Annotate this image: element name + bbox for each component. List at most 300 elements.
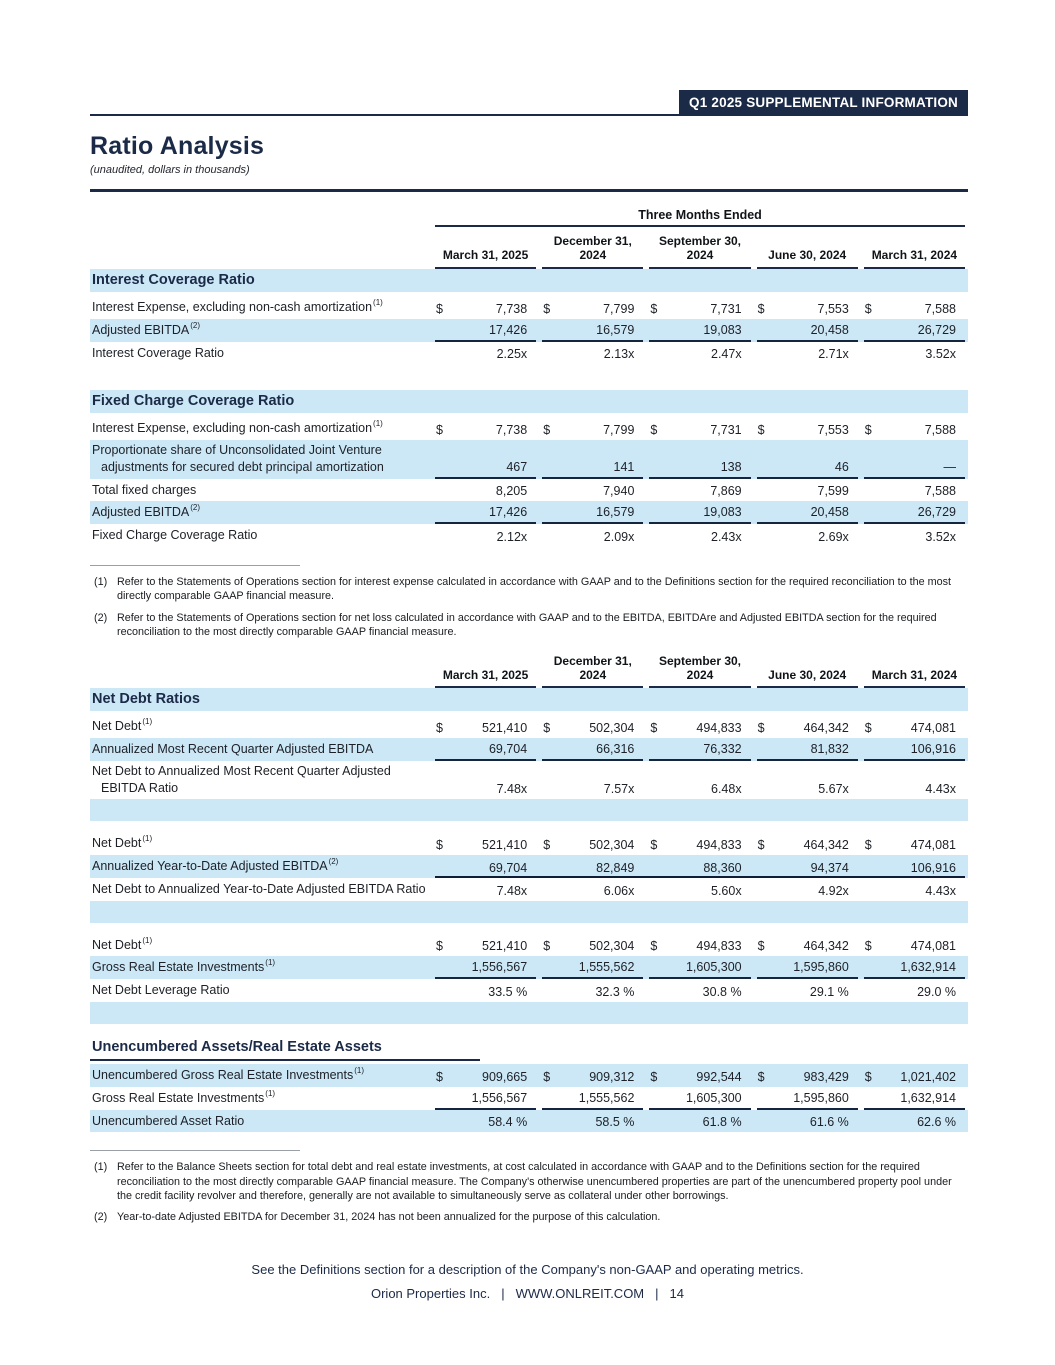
cell-value: 4.43x <box>925 883 956 898</box>
row-label <box>90 479 432 502</box>
table-cell <box>757 440 858 478</box>
table-cell <box>542 715 643 738</box>
column-header: September 30, 2024 <box>649 646 750 688</box>
table-cell <box>649 524 750 547</box>
cell-value: 7,738 <box>495 301 528 316</box>
currency-symbol: $ <box>757 423 765 438</box>
cell-value: 464,342 <box>803 721 849 736</box>
footer-company: Orion Properties Inc. <box>370 1286 491 1301</box>
footnote-number: (2) <box>94 611 108 624</box>
column-header: March 31, 2025 <box>435 646 536 688</box>
spacer-row <box>90 901 968 923</box>
row-label <box>90 1087 432 1110</box>
table-cell <box>435 979 536 1002</box>
table-row <box>90 479 968 502</box>
cell-value: 58.4 % <box>488 1115 528 1130</box>
row-label-text: Net Debt to Annualized Most Recent Quarter Adjusted EBITDA Ratio <box>92 763 391 795</box>
row-label <box>90 319 432 342</box>
cell-value: 17,426 <box>488 505 528 520</box>
footnote-ref: (1) <box>373 419 383 429</box>
cell-value: 29.1 % <box>809 984 849 999</box>
table-cell <box>542 1087 643 1110</box>
net-debt-ratio-table <box>90 646 968 1132</box>
cell-value: 1,556,567 <box>471 1090 528 1105</box>
currency-symbol: $ <box>436 301 443 316</box>
row-label-text: Interest Coverage Ratio <box>92 345 225 360</box>
column-header: June 30, 2024 <box>757 646 858 688</box>
table-cell <box>864 501 965 524</box>
table-cell <box>864 934 965 957</box>
cell-value: 7,799 <box>603 423 635 438</box>
table-cell <box>757 417 858 440</box>
currency-symbol: $ <box>650 423 658 438</box>
row-label-text: Proportionate share of Unconsolidated Joint Venture adjustments for secured debt principal amortization <box>92 443 384 474</box>
header-row <box>90 0 968 114</box>
currency-symbol: $ <box>436 838 443 853</box>
table-cell <box>649 878 750 901</box>
footnote-text: Year-to-date Adjusted EBITDA for December 31, 2024 has not been annualized for the purpose of this calculation. <box>117 1211 661 1224</box>
cell-value: 464,342 <box>803 838 849 853</box>
row-label-text: Fixed Charge Coverage Ratio <box>92 528 258 543</box>
column-header-row <box>90 227 968 269</box>
cell-value: 32.3 % <box>595 984 635 999</box>
cell-value: 502,304 <box>589 838 635 853</box>
cell-value: 1,632,914 <box>900 960 956 975</box>
cell-value: 1,595,860 <box>793 1090 849 1105</box>
cell-value: 992,544 <box>696 1069 742 1084</box>
table-row <box>90 501 968 524</box>
cell-value: 1,555,562 <box>578 1090 635 1105</box>
table-cell <box>649 296 750 319</box>
table-cell <box>757 1064 858 1087</box>
footnote-ref: (1) <box>142 834 153 844</box>
table-cell <box>542 319 643 342</box>
table-cell <box>864 761 965 799</box>
table-cell <box>649 342 750 365</box>
row-label <box>90 1110 432 1133</box>
cell-value: 474,081 <box>910 721 956 736</box>
table-section <box>90 269 968 364</box>
table-cell <box>435 1110 536 1133</box>
table-cell <box>864 832 965 855</box>
column-header: September 30, 2024 <box>649 227 750 269</box>
table-row <box>90 934 968 957</box>
cell-value: 8,205 <box>495 484 528 499</box>
cell-value: 16,579 <box>596 322 635 337</box>
currency-symbol: $ <box>864 721 872 736</box>
row-label-text: Net Debt <box>92 719 142 734</box>
currency-symbol: $ <box>543 838 551 853</box>
table-cell <box>435 832 536 855</box>
section-header: Net Debt Ratios <box>90 688 968 711</box>
cell-value: 33.5 % <box>488 984 528 999</box>
table-cell <box>435 296 536 319</box>
row-label <box>90 979 432 1002</box>
footer-url: WWW.ONLREIT.COM <box>515 1286 645 1301</box>
table-cell <box>757 715 858 738</box>
footnote-number: (1) <box>94 575 108 588</box>
table-cell <box>864 1064 965 1087</box>
cell-value: 494,833 <box>696 939 742 954</box>
column-header-row <box>90 646 968 688</box>
cell-value: 19,083 <box>703 322 742 337</box>
table-cell <box>435 715 536 738</box>
currency-symbol: $ <box>864 301 872 316</box>
footnotes-block-2 <box>90 1150 968 1224</box>
footnote-text: Refer to the Statements of Operations section for interest expense calculated in accordance with GAAP and to the Definitions section for the required reconciliation to the most directly comparable GAAP financial measure. <box>117 575 952 603</box>
footnote-ref: (2) <box>328 857 339 867</box>
currency-symbol: $ <box>436 1069 443 1084</box>
table-cell <box>649 319 750 342</box>
table-cell <box>649 440 750 478</box>
table-row <box>90 832 968 855</box>
table-cell <box>864 979 965 1002</box>
table-section <box>90 1037 968 1132</box>
cell-value: 7,731 <box>710 423 742 438</box>
cell-value: 141 <box>613 459 635 474</box>
row-label <box>90 855 432 878</box>
table-cell <box>864 319 965 342</box>
currency-symbol: $ <box>436 939 443 954</box>
cell-value: 502,304 <box>589 721 635 736</box>
table-cell <box>649 417 750 440</box>
table-cell <box>757 738 858 761</box>
footnote-number: (1) <box>94 1161 108 1174</box>
row-label-text: Adjusted EBITDA <box>92 505 190 520</box>
table-row <box>90 1087 968 1110</box>
row-label <box>90 761 432 799</box>
table-cell <box>542 440 643 478</box>
table-cell <box>649 501 750 524</box>
cell-value: 6.48x <box>711 782 742 797</box>
table-cell <box>864 1087 965 1110</box>
cell-value: 4.92x <box>818 883 849 898</box>
table-cell <box>757 761 858 799</box>
table-cell <box>542 979 643 1002</box>
cell-value: 46 <box>834 459 849 474</box>
cell-value: 983,429 <box>803 1069 849 1084</box>
table-row <box>90 761 968 799</box>
table-cell <box>542 855 643 878</box>
currency-symbol: $ <box>650 838 658 853</box>
cell-value: 2.71x <box>818 347 849 362</box>
footnote-ref: (2) <box>190 320 201 330</box>
currency-symbol: $ <box>757 721 765 736</box>
footnotes-block-1 <box>90 565 968 639</box>
cell-value: 1,595,860 <box>793 960 849 975</box>
footnote <box>90 1160 968 1203</box>
table-cell <box>542 417 643 440</box>
column-header: December 31, 2024 <box>542 646 643 688</box>
cell-value: 82,849 <box>596 860 635 875</box>
table-cell <box>864 524 965 547</box>
cell-value: 106,916 <box>910 741 956 756</box>
row-label <box>90 524 432 547</box>
table-row <box>90 417 968 440</box>
footnote-divider <box>90 1150 300 1151</box>
row-label <box>90 956 432 979</box>
footer-separator: | <box>501 1286 505 1301</box>
currency-symbol: $ <box>436 721 443 736</box>
row-label-text: Net Debt to Annualized Year-to-Date Adjusted EBITDA Ratio <box>92 882 426 896</box>
table-cell <box>864 855 965 878</box>
footnote <box>90 575 968 604</box>
cell-value: 1,556,567 <box>471 960 528 975</box>
table-cell <box>542 738 643 761</box>
report-banner: Q1 2025 SUPPLEMENTAL INFORMATION <box>679 90 968 114</box>
currency-symbol: $ <box>543 301 551 316</box>
table-cell <box>542 832 643 855</box>
table-row <box>90 296 968 319</box>
cell-value: 474,081 <box>910 939 956 954</box>
label-column-spacer <box>90 227 432 269</box>
table-cell <box>435 524 536 547</box>
row-label <box>90 440 432 478</box>
cell-value: 5.60x <box>711 883 742 898</box>
cell-value: 2.09x <box>603 529 635 544</box>
cell-value: 7,588 <box>924 484 956 499</box>
table-cell <box>435 342 536 365</box>
table-cell <box>542 1064 643 1087</box>
table-cell <box>542 934 643 957</box>
page-footer <box>0 1262 1055 1301</box>
row-label <box>90 417 432 440</box>
spanner-header: Three Months Ended <box>435 200 965 227</box>
currency-symbol: $ <box>543 721 551 736</box>
cell-value: 26,729 <box>917 505 956 520</box>
table-cell <box>864 417 965 440</box>
table-cell <box>864 878 965 901</box>
table-cell <box>542 501 643 524</box>
table-row <box>90 1110 968 1133</box>
cell-value: 7.48x <box>496 883 528 898</box>
row-label <box>90 342 432 365</box>
table-cell <box>864 956 965 979</box>
table-cell <box>649 479 750 502</box>
row-label <box>90 715 432 738</box>
cell-value: 2.13x <box>603 347 635 362</box>
column-header: March 31, 2025 <box>435 227 536 269</box>
table-cell <box>542 342 643 365</box>
currency-symbol: $ <box>864 1069 872 1084</box>
table-cell <box>757 501 858 524</box>
footer-note: See the Definitions section for a description of the Company's non-GAAP and operating metrics. <box>251 1262 804 1277</box>
table-cell <box>435 1064 536 1087</box>
table-cell <box>864 738 965 761</box>
cell-value: 5.67x <box>818 782 849 797</box>
row-label <box>90 832 432 855</box>
cell-value: 29.0 % <box>917 984 956 999</box>
table-row <box>90 524 968 547</box>
cell-value: 7,738 <box>495 423 528 438</box>
table-cell <box>435 738 536 761</box>
cell-value: 909,665 <box>482 1069 528 1084</box>
cell-value: 521,410 <box>482 721 528 736</box>
cell-value: — <box>943 459 956 474</box>
row-label-text: Adjusted EBITDA <box>92 322 190 337</box>
table-cell <box>542 761 643 799</box>
footnote <box>90 611 968 640</box>
cell-value: 6.06x <box>603 883 635 898</box>
cell-value: 7,599 <box>817 484 849 499</box>
cell-value: 464,342 <box>803 939 849 954</box>
header-rule <box>90 114 968 116</box>
row-label-text: Net Debt Leverage Ratio <box>92 983 230 998</box>
table-cell <box>757 979 858 1002</box>
table-cell <box>435 501 536 524</box>
cell-value: 909,312 <box>589 1069 635 1084</box>
footer-line <box>0 1286 1055 1301</box>
footnote-text: Refer to the Balance Sheets section for total debt and real estate investments, at cost calculated in accordance with GAAP and to the Definitions section for the required reconciliation to the most directly comparable GAAP financial measure. The Company's otherwise unencumbered properties are part of the unencumbered property pool under the credit facility revolver and therefore, generally are not available to simultaneously serve as collateral under other borrowings. <box>117 1161 952 1203</box>
footnote-ref: (2) <box>190 503 201 513</box>
footnote-ref: (1) <box>354 1065 365 1075</box>
currency-symbol: $ <box>543 423 551 438</box>
footnote <box>90 1210 968 1224</box>
table-cell <box>435 878 536 901</box>
table-cell <box>435 1087 536 1110</box>
spacer-row <box>90 799 968 821</box>
currency-symbol: $ <box>650 1069 658 1084</box>
row-label-text: Net Debt <box>92 937 142 952</box>
table-row <box>90 342 968 365</box>
row-label <box>90 501 432 524</box>
cell-value: 2.12x <box>496 529 528 544</box>
cell-value: 1,021,402 <box>900 1069 956 1084</box>
row-label-text: Total fixed charges <box>92 482 197 497</box>
cell-value: 16,579 <box>596 505 635 520</box>
footnote-ref: (1) <box>373 298 383 307</box>
cell-value: 1,605,300 <box>685 960 742 975</box>
currency-symbol: $ <box>757 838 765 853</box>
table-cell <box>864 296 965 319</box>
table-cell <box>649 934 750 957</box>
cell-value: 7,731 <box>710 301 742 316</box>
table-cell <box>864 1110 965 1133</box>
table-row <box>90 738 968 761</box>
column-header: December 31, 2024 <box>542 227 643 269</box>
section-header: Fixed Charge Coverage Ratio <box>90 390 968 413</box>
table-cell <box>757 878 858 901</box>
table-cell <box>757 319 858 342</box>
cell-value: 81,832 <box>810 741 849 756</box>
table-cell <box>435 440 536 478</box>
table-cell <box>757 832 858 855</box>
cell-value: 2.69x <box>818 529 849 544</box>
section-header: Unencumbered Assets/Real Estate Assets <box>90 1037 480 1061</box>
cell-value: 94,374 <box>810 860 849 875</box>
page-subtitle: (unaudited, dollars in thousands) <box>90 164 250 176</box>
table-cell <box>542 1110 643 1133</box>
cell-value: 467 <box>506 459 528 474</box>
row-label-text: Net Debt <box>92 836 142 851</box>
table-cell <box>435 319 536 342</box>
cell-value: 1,555,562 <box>578 960 635 975</box>
cell-value: 20,458 <box>810 505 849 520</box>
cell-value: 69,704 <box>488 860 528 875</box>
cell-value: 26,729 <box>917 322 956 337</box>
table-cell <box>542 878 643 901</box>
row-label-text: Annualized Year-to-Date Adjusted EBITDA <box>92 859 328 874</box>
table-row <box>90 956 968 979</box>
cell-value: 494,833 <box>696 838 742 853</box>
footnote-text: Refer to the Statements of Operations section for net loss calculated in accordance with GAAP and to the EBITDA, EBITDAre and Adjusted EBITDA section for the required reconciliation to the most directly comparable GAAP financial measure. <box>117 611 937 638</box>
cell-value: 2.43x <box>711 529 742 544</box>
column-header: March 31, 2024 <box>864 227 965 269</box>
row-label-text: Unencumbered Gross Real Estate Investments <box>92 1068 354 1083</box>
cell-value: 17,426 <box>488 322 528 337</box>
footnote-ref: (1) <box>265 1088 276 1098</box>
table-cell <box>649 761 750 799</box>
row-label-text: Annualized Most Recent Quarter Adjusted EBITDA <box>92 742 374 757</box>
table-cell <box>757 855 858 878</box>
table-row <box>90 715 968 738</box>
cell-value: 7,940 <box>603 484 635 499</box>
cell-value: 1,632,914 <box>900 1090 956 1105</box>
cell-value: 7,588 <box>924 423 956 438</box>
table-cell <box>757 934 858 957</box>
row-label-text: Gross Real Estate Investments <box>92 960 265 975</box>
table-cell <box>542 956 643 979</box>
table-cell <box>435 956 536 979</box>
column-header: June 30, 2024 <box>757 227 858 269</box>
table-cell <box>649 1064 750 1087</box>
table-cell <box>757 479 858 502</box>
table-cell <box>435 934 536 957</box>
table-cell <box>649 832 750 855</box>
currency-symbol: $ <box>650 301 658 316</box>
table-cell <box>542 296 643 319</box>
coverage-ratio-table <box>90 200 968 547</box>
table-cell <box>649 715 750 738</box>
table-cell <box>757 296 858 319</box>
cell-value: 61.6 % <box>809 1115 849 1130</box>
cell-value: 58.5 % <box>595 1115 635 1130</box>
table-cell <box>757 1110 858 1133</box>
cell-value: 3.52x <box>925 529 956 544</box>
currency-symbol: $ <box>543 939 551 954</box>
currency-symbol: $ <box>543 1069 551 1084</box>
table-cell <box>435 417 536 440</box>
cell-value: 521,410 <box>482 939 528 954</box>
currency-symbol: $ <box>757 301 765 316</box>
table-row <box>90 979 968 1002</box>
currency-symbol: $ <box>757 939 765 954</box>
table-row <box>90 878 968 901</box>
cell-value: 7,553 <box>817 301 849 316</box>
footnote-ref: (1) <box>142 935 153 945</box>
row-label <box>90 296 432 319</box>
table-cell <box>649 855 750 878</box>
table-row <box>90 1064 968 1087</box>
table-section <box>90 390 968 547</box>
cell-value: 7,553 <box>817 423 849 438</box>
cell-value: 1,605,300 <box>685 1090 742 1105</box>
cell-value: 521,410 <box>482 838 528 853</box>
cell-value: 4.43x <box>925 782 956 797</box>
footnote-divider <box>90 565 300 566</box>
table-row <box>90 440 968 478</box>
row-label <box>90 738 432 761</box>
cell-value: 88,360 <box>703 860 742 875</box>
currency-symbol: $ <box>650 721 658 736</box>
table-cell <box>542 479 643 502</box>
cell-value: 7,588 <box>924 301 956 316</box>
currency-symbol: $ <box>864 939 872 954</box>
title-rule <box>90 189 968 192</box>
table-cell <box>649 738 750 761</box>
table-section <box>90 688 968 1024</box>
row-label-text: Gross Real Estate Investments <box>92 1090 265 1105</box>
